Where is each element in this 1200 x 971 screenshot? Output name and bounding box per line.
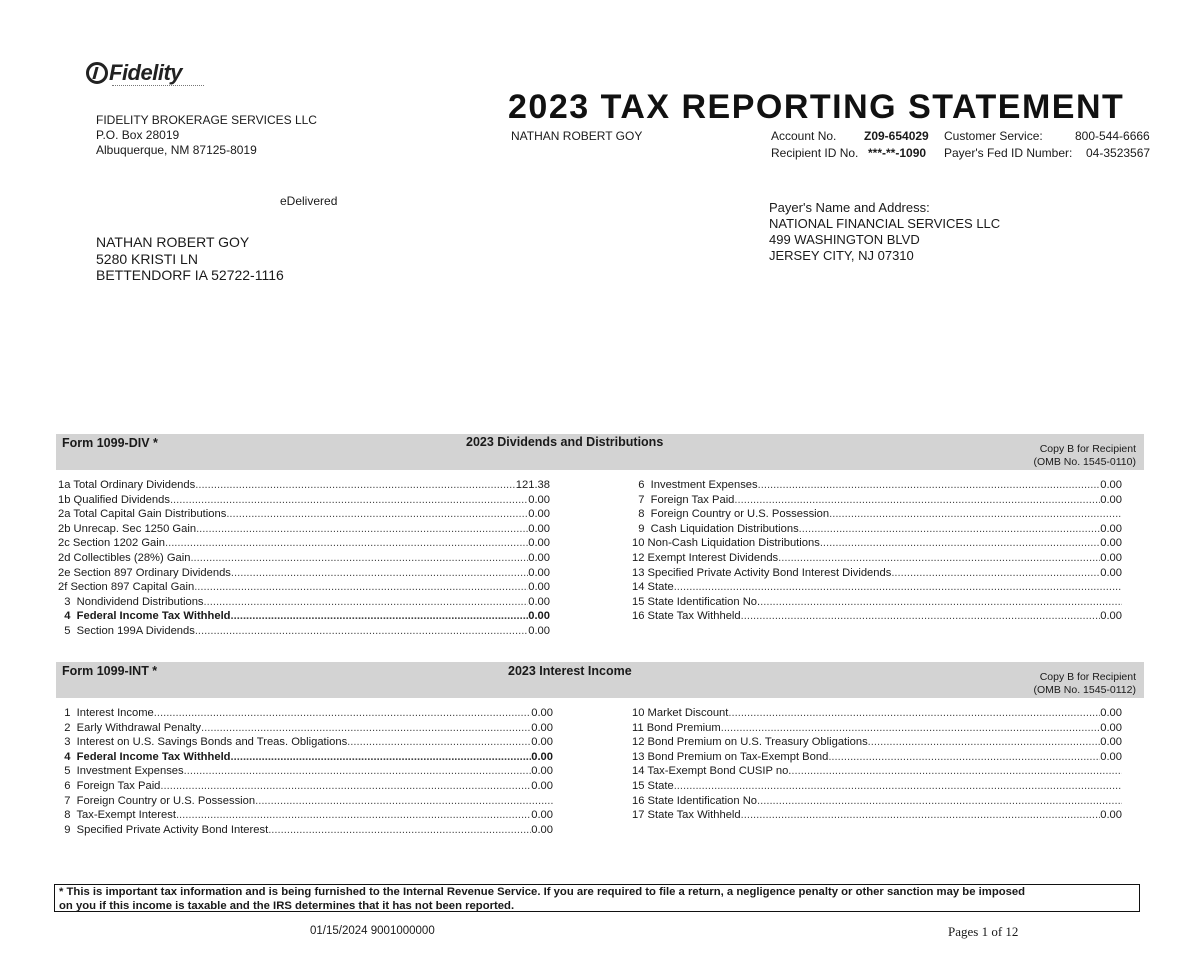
line-item xyxy=(58,808,553,823)
line-item-label: 5 Section 199A Dividends xyxy=(58,624,195,637)
leader-dots xyxy=(201,721,531,736)
line-item-value: 0.00 xyxy=(1100,707,1122,719)
line-item-label: 7 Foreign Tax Paid xyxy=(632,493,735,506)
leader-dots xyxy=(828,750,1100,765)
line-item xyxy=(58,609,550,624)
recipient-id-value: ***-**-1090 xyxy=(868,146,927,160)
leader-dots xyxy=(231,750,532,765)
line-item-value: 0.00 xyxy=(1100,522,1122,535)
line-item xyxy=(58,624,550,639)
line-item xyxy=(58,522,550,537)
line-item-value: 0.00 xyxy=(1100,493,1122,506)
logo-tagline-rule xyxy=(112,85,204,89)
line-item-label: 2f Section 897 Capital Gain xyxy=(58,581,195,594)
irs-notice-box xyxy=(54,884,1140,912)
line-item xyxy=(632,566,1122,581)
line-item-label: 12 Exempt Interest Dividends xyxy=(632,551,779,564)
line-item-label: 14 State xyxy=(632,581,674,594)
div-left-column xyxy=(58,478,550,639)
line-item-value: 0.00 xyxy=(528,508,550,521)
line-item-value: 0.00 xyxy=(531,707,553,719)
line-item-value: 0.00 xyxy=(528,493,550,506)
line-item-value: 0.00 xyxy=(1100,721,1122,734)
line-item xyxy=(632,536,1122,551)
line-item xyxy=(632,551,1122,566)
form-1099-div-header xyxy=(56,434,1144,470)
leader-dots xyxy=(891,566,1100,581)
leader-dots xyxy=(196,522,528,537)
leader-dots xyxy=(721,721,1101,736)
line-item xyxy=(632,706,1122,721)
line-item-value: 0.00 xyxy=(531,779,553,792)
delivery-method: eDelivered xyxy=(280,194,338,208)
line-item-label: 11 Bond Premium xyxy=(632,721,721,734)
payer-heading: Payer's Name and Address: xyxy=(769,200,930,215)
account-number: Z09-654029 xyxy=(864,129,929,143)
recipient-address xyxy=(96,234,284,284)
line-item-label: 16 State Tax Withheld xyxy=(632,610,741,623)
line-item xyxy=(58,779,553,794)
leader-dots xyxy=(778,551,1100,566)
recipient-city: BETTENDORF IA 52722-1116 xyxy=(96,267,284,283)
leader-dots xyxy=(154,706,531,721)
line-item-value: 0.00 xyxy=(531,765,553,778)
line-item-label: 2a Total Capital Gain Distributions xyxy=(58,508,227,521)
div-section-heading: 2023 Dividends and Distributions xyxy=(466,435,664,449)
line-item-value: 0.00 xyxy=(528,610,550,623)
line-item-label: 3 Interest on U.S. Savings Bonds and Treas. Obligations xyxy=(58,736,348,749)
leader-dots xyxy=(868,735,1101,750)
line-item-label: 9 Cash Liquidation Distributions xyxy=(632,522,799,535)
leader-dots xyxy=(829,507,1122,522)
line-item-value: 0.00 xyxy=(528,595,550,608)
line-item-value: 0.00 xyxy=(531,721,553,734)
line-item-label: 2c Section 1202 Gain xyxy=(58,537,165,550)
line-item xyxy=(58,721,553,736)
line-item-label: 13 Specified Private Activity Bond Interest Dividends xyxy=(632,566,892,579)
line-item xyxy=(58,493,550,508)
leader-dots xyxy=(268,823,531,838)
int-copy-label: Copy B for Recipient xyxy=(1039,671,1136,683)
leader-dots xyxy=(674,580,1122,595)
line-item-value: 0.00 xyxy=(528,537,550,550)
line-item-label: 15 State xyxy=(632,779,674,792)
leader-dots xyxy=(734,493,1100,508)
payer-fed-id-label: Payer's Fed ID Number: xyxy=(944,146,1073,160)
sender-address xyxy=(96,113,317,158)
payer-fed-id-value: 04-3523567 xyxy=(1086,146,1151,160)
sender-city: Albuquerque, NM 87125-8019 xyxy=(96,143,257,157)
irs-notice-line-1: * This is important tax information and is being furnished to the Internal Revenue Service. If you are required to file a return, a negligence penalty or other sanction may be imposed xyxy=(59,886,1026,898)
line-item xyxy=(58,566,550,581)
document-id: 01/15/2024 9001000000 xyxy=(310,925,435,937)
account-info-row xyxy=(771,129,836,144)
recipient-id-label: Recipient ID No. xyxy=(771,146,859,160)
leader-dots xyxy=(799,522,1101,537)
leader-dots xyxy=(760,595,1122,610)
line-item xyxy=(58,580,550,595)
line-item-label: 1b Qualified Dividends xyxy=(58,493,170,506)
int-left-column xyxy=(58,706,553,837)
line-item-label: 16 State Identification No xyxy=(632,794,758,807)
line-item-label: 8 Tax-Exempt Interest xyxy=(58,809,176,822)
line-item-value: 0.00 xyxy=(1100,610,1122,623)
leader-dots xyxy=(757,794,1122,809)
line-item-label: 13 Bond Premium on Tax-Exempt Bond xyxy=(632,750,829,763)
leader-dots xyxy=(728,706,1100,721)
leader-dots xyxy=(195,478,516,493)
header-recipient-name: NATHAN ROBERT GOY xyxy=(511,129,643,143)
leader-dots xyxy=(194,580,528,595)
line-item xyxy=(632,580,1122,595)
line-item-value: 0.00 xyxy=(1100,479,1122,491)
line-item-label: 5 Investment Expenses xyxy=(58,765,184,778)
fidelity-logo-icon xyxy=(86,62,108,84)
line-item-value: 0.00 xyxy=(1100,551,1122,564)
line-item xyxy=(632,721,1122,736)
div-copy-note xyxy=(1033,443,1136,469)
sender-name: FIDELITY BROKERAGE SERVICES LLC xyxy=(96,113,317,127)
line-item xyxy=(632,808,1122,823)
line-item-value: 0.00 xyxy=(1100,736,1122,749)
line-item xyxy=(632,507,1122,522)
line-item-value: 0.00 xyxy=(531,736,553,749)
payer-name: NATIONAL FINANCIAL SERVICES LLC xyxy=(769,216,1001,231)
line-item-label: 1a Total Ordinary Dividends xyxy=(58,479,196,491)
line-item-value: 121.38 xyxy=(515,479,550,491)
div-omb-number: (OMB No. 1545-0110) xyxy=(1033,456,1136,468)
line-item-label: 15 State Identification No. xyxy=(632,595,761,608)
line-item xyxy=(58,536,550,551)
int-omb-number: (OMB No. 1545-0112) xyxy=(1033,684,1136,696)
leader-dots xyxy=(791,764,1122,779)
line-item xyxy=(632,595,1122,610)
line-item xyxy=(58,750,553,765)
line-item xyxy=(58,507,550,522)
leader-dots xyxy=(741,808,1101,823)
fidelity-logo-text: Fidelity xyxy=(109,60,183,85)
line-item-value: 0.00 xyxy=(528,581,550,594)
line-item xyxy=(58,551,550,566)
int-section-heading: 2023 Interest Income xyxy=(508,664,632,678)
line-item xyxy=(632,609,1122,624)
form-1099-div-title: Form 1099-DIV * xyxy=(62,436,158,450)
leader-dots xyxy=(195,624,528,639)
line-item-label: 2 Early Withdrawal Penalty xyxy=(58,721,202,734)
leader-dots xyxy=(226,507,528,522)
page-count: Pages 1 of 12 xyxy=(948,924,1019,939)
account-label: Account No. xyxy=(771,129,837,143)
line-item-value: 0.00 xyxy=(531,809,553,822)
line-item xyxy=(58,735,553,750)
int-right-column xyxy=(632,706,1122,823)
line-item xyxy=(58,794,553,809)
line-item xyxy=(58,595,550,610)
line-item xyxy=(632,779,1122,794)
line-item-value: 0.00 xyxy=(528,551,550,564)
line-item-label: 8 Foreign Country or U.S. Possession xyxy=(632,508,830,521)
line-item-label: 2b Unrecap. Sec 1250 Gain xyxy=(58,522,197,535)
leader-dots xyxy=(165,536,528,551)
line-item-value: 0.00 xyxy=(1100,809,1122,822)
line-item-label: 4 Federal Income Tax Withheld xyxy=(58,750,231,763)
leader-dots xyxy=(255,794,553,809)
int-copy-note xyxy=(1033,671,1136,697)
leader-dots xyxy=(231,566,528,581)
line-item-label: 4 Federal Income Tax Withheld xyxy=(58,610,231,623)
line-item-label: 2d Collectibles (28%) Gain xyxy=(58,551,191,564)
line-item xyxy=(58,706,553,721)
leader-dots xyxy=(758,478,1101,493)
line-item-label: 3 Nondividend Distributions xyxy=(58,595,204,608)
sender-po-box: P.O. Box 28019 xyxy=(96,128,180,142)
leader-dots xyxy=(184,764,532,779)
line-item-label: 10 Market Discount xyxy=(632,707,729,719)
line-item-label: 9 Specified Private Activity Bond Interest xyxy=(58,823,269,836)
leader-dots xyxy=(674,779,1122,794)
line-item xyxy=(58,823,553,838)
fidelity-logo xyxy=(86,60,182,86)
line-item-value: 0.00 xyxy=(531,823,553,836)
line-item xyxy=(632,735,1122,750)
line-item-label: 12 Bond Premium on U.S. Treasury Obligations xyxy=(632,736,868,749)
line-item-label: 14 Tax-Exempt Bond CUSIP no. xyxy=(632,765,792,778)
leader-dots xyxy=(231,609,529,624)
payer-address xyxy=(769,200,1000,264)
line-item-label: 7 Foreign Country or U.S. Possession xyxy=(58,794,256,807)
line-item-label: 6 Investment Expenses xyxy=(632,479,758,491)
payer-city: JERSEY CITY, NJ 07310 xyxy=(769,248,914,263)
leader-dots xyxy=(176,808,531,823)
line-item-label: 1 Interest Income xyxy=(58,707,154,719)
line-item-value: 0.00 xyxy=(528,522,550,535)
leader-dots xyxy=(170,493,528,508)
leader-dots xyxy=(820,536,1100,551)
div-copy-label: Copy B for Recipient xyxy=(1039,443,1136,455)
line-item xyxy=(632,794,1122,809)
line-item xyxy=(58,478,550,493)
line-item-value: 0.00 xyxy=(531,750,553,763)
page-title: 2023 TAX REPORTING STATEMENT xyxy=(508,88,1125,126)
line-item-value: 0.00 xyxy=(528,566,550,579)
line-item xyxy=(632,478,1122,493)
line-item-label: 2e Section 897 Ordinary Dividends xyxy=(58,566,231,579)
line-item-value: 0.00 xyxy=(528,624,550,637)
line-item-label: 10 Non-Cash Liquidation Distributions xyxy=(632,537,820,550)
customer-service-label: Customer Service: xyxy=(944,129,1043,143)
leader-dots xyxy=(741,609,1101,624)
line-item xyxy=(632,493,1122,508)
form-1099-int-header xyxy=(56,662,1144,698)
recipient-street: 5280 KRISTI LN xyxy=(96,250,198,267)
line-item-value: 0.00 xyxy=(1100,750,1122,763)
div-right-column xyxy=(632,478,1122,624)
customer-service-phone: 800-544-6666 xyxy=(1075,129,1150,143)
irs-notice-line-2: on you if this income is taxable and the IRS determines that it has not been reported. xyxy=(59,899,515,912)
line-item-value: 0.00 xyxy=(1100,566,1122,579)
form-1099-int-title: Form 1099-INT * xyxy=(62,664,158,678)
line-item-label: 17 State Tax Withheld xyxy=(632,809,741,822)
line-item-label: 6 Foreign Tax Paid xyxy=(58,779,161,792)
recipient-name: NATHAN ROBERT GOY xyxy=(96,234,250,250)
leader-dots xyxy=(160,779,531,794)
line-item xyxy=(632,750,1122,765)
line-item-value: 0.00 xyxy=(1100,537,1122,550)
leader-dots xyxy=(347,735,531,750)
payer-street: 499 WASHINGTON BLVD xyxy=(769,232,920,247)
line-item xyxy=(632,764,1122,779)
line-item xyxy=(632,522,1122,537)
leader-dots xyxy=(190,551,528,566)
leader-dots xyxy=(204,595,529,610)
line-item xyxy=(58,764,553,779)
